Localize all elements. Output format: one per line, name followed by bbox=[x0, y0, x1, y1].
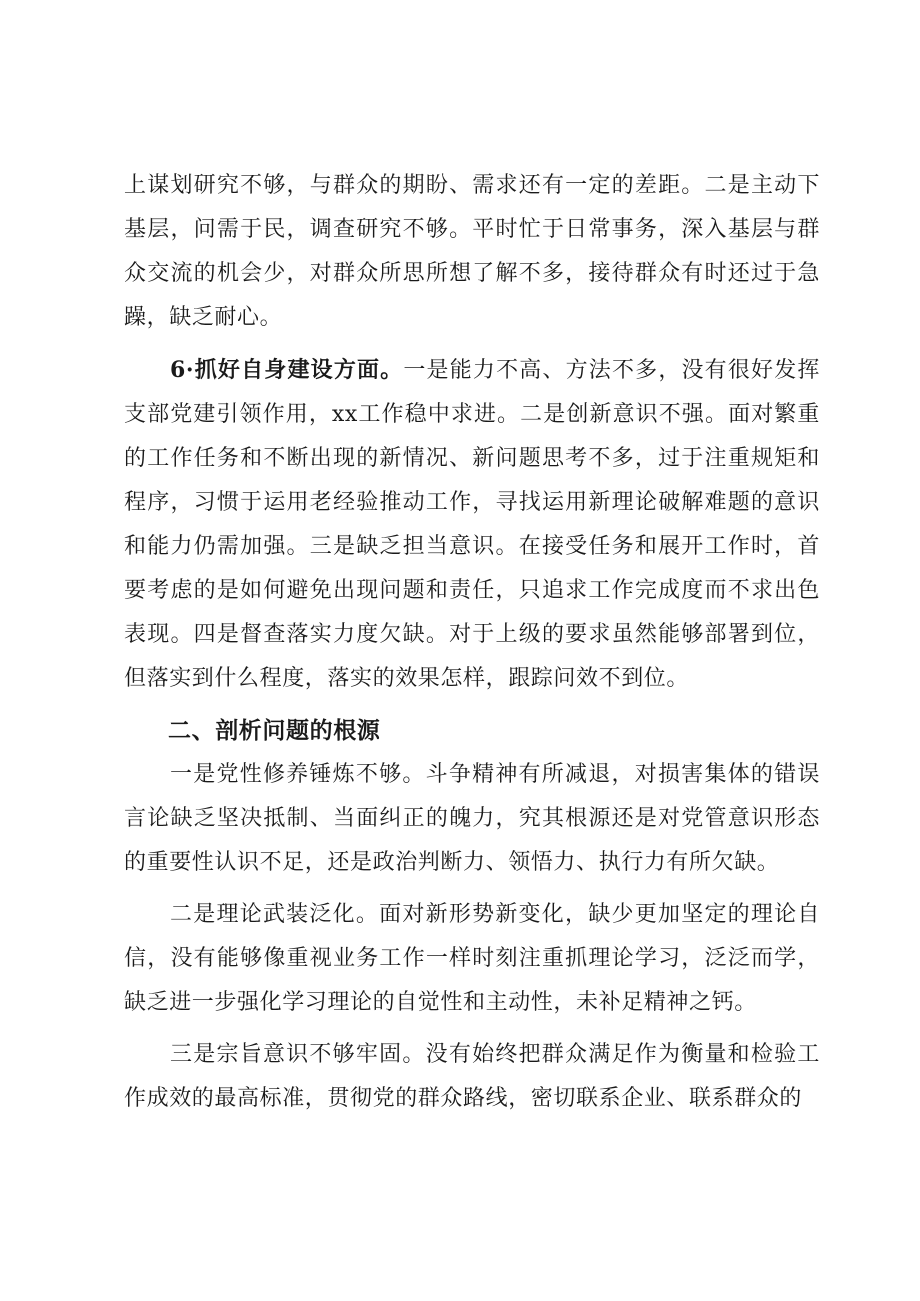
paragraph-purpose-awareness: 三是宗旨意识不够牢固。没有始终把群众满足作为衡量和检验工作成效的最高标准，贯彻党的群众路线，密切联系企业、联系群众的 bbox=[124, 1042, 820, 1111]
paragraph-body: 一是能力不高、方法不多，没有很好发挥支部党建引领作用，xx工作稳中求进。二是创新意识不强。面对繁重的工作任务和不断出现的新情况、新问题思考不多，过于注重规矩和程序，习惯于运用老经验推动工作，寻找运用新理论破解难题的意识和能力仍需加强。三是缺乏担当意识。在接受任务和展开工作时，首要考虑的是如何避免出现问题和责任，只追求工作完成度而不求出色表现。四是督查落实力度欠缺。对于上级的要求虽然能够部署到位，但落实到什么程度，落实的效果怎样，跟踪问效不到位。 bbox=[124, 358, 820, 691]
paragraph-continuation: 上谋划研究不够，与群众的期盼、需求还有一定的差距。二是主动下基层，问需于民，调查研究不够。平时忙于日常事务，深入基层与群众交流的机会少，对群众所思所想了解不多，接待群众有时还过于急躁，缺乏耐心。 bbox=[124, 173, 820, 330]
paragraph-lead-bold: 6·抓好自身建设方面。 bbox=[170, 357, 404, 383]
paragraph-theory-armament: 二是理论武装泛化。面对新形势新变化，缺少更加坚定的理论自信，没有能够像重视业务工作一样时刻注重抓理论学习，泛泛而学，缺乏进一步强化学习理论的自觉性和主动性，未补足精神之钙。 bbox=[124, 902, 820, 1015]
paragraph-party-spirit: 一是党性修养锤炼不够。斗争精神有所减退，对损害集体的错误言论缺乏坚决抵制、当面纠正的魄力，究其根源还是对党管意识形态的重要性认识不足，还是政治判断力、领悟力、执行力有所欠缺。 bbox=[124, 762, 820, 875]
document-page bbox=[124, 164, 820, 1121]
section-heading-root-causes: 二、剖析问题的根源 bbox=[168, 718, 381, 744]
paragraph-self-construction bbox=[124, 348, 820, 701]
